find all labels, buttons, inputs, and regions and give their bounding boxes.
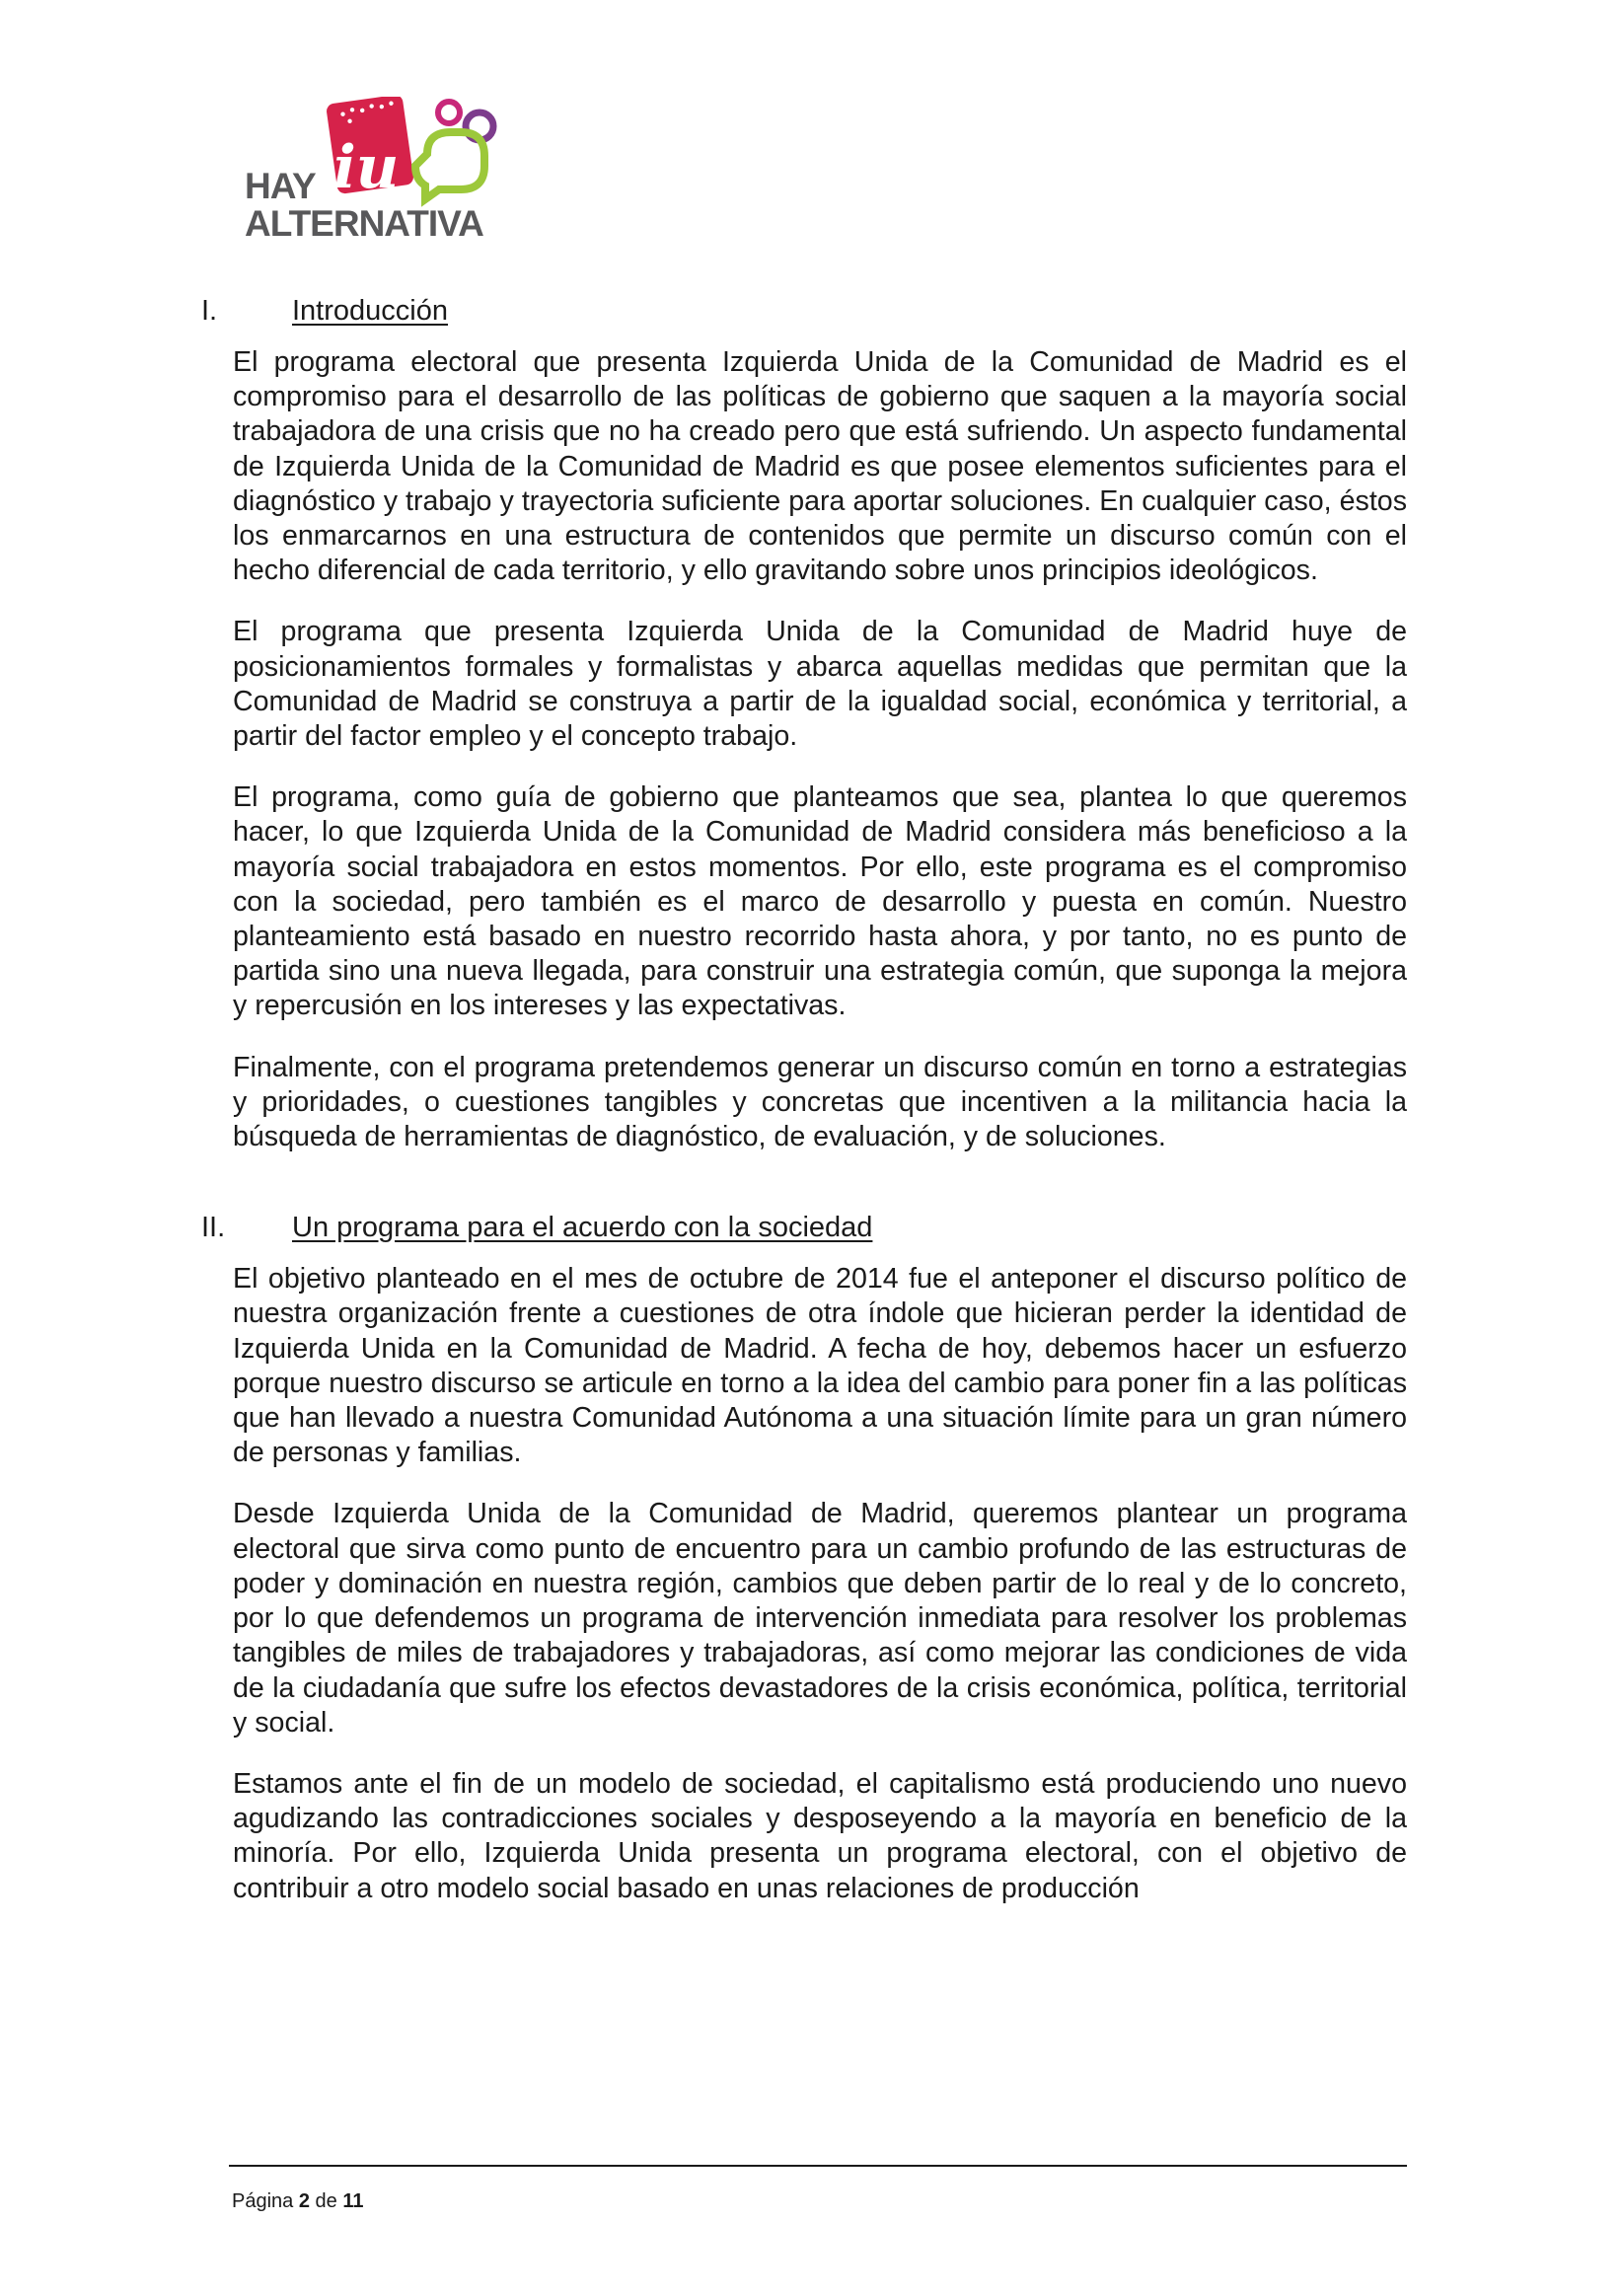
paragraph: El programa que presenta Izquierda Unida de la Comunidad de Madrid huye de posicionamientos formales y formalistas y abarca aquellas medidas que permitan que la Comunidad de Madrid se construya a partir de la igualdad social, económica y territorial, a partir del factor empleo y el concepto trabajo. <box>233 616 1407 753</box>
section-heading <box>201 292 1407 330</box>
paragraph: Desde Izquierda Unida de la Comunidad de Madrid, queremos plantear un programa electoral que sirva como punto de encuentro para un cambio profundo de las estructuras de poder y dominación en nuestra región, cambios que deben partir de lo real y de lo concreto, por lo que defendemos un programa de intervención inmediata para resolver los problemas tangibles de miles de trabajadores y trabajadoras, así como mejorar las condiciones de vida de la ciudadanía que sufre los efectos devastadores de la crisis económica, política, territorial y social. <box>233 1498 1407 1739</box>
iu-letters: iu <box>333 133 400 202</box>
section-number: II. <box>201 1212 226 1244</box>
section-programa-acuerdo <box>201 1209 1407 1905</box>
section-title: Introducción <box>292 295 448 327</box>
page-label: Página <box>232 2190 294 2212</box>
logo-line-alternativa: ALTERNATIVA <box>245 203 483 244</box>
section-title: Un programa para el acuerdo con la sociedad <box>292 1212 873 1244</box>
paragraph: Estamos ante el fin de un modelo de sociedad, el capitalismo está produciendo uno nuevo agudizando las contradicciones sociales y desposeyendo a la mayoría en beneficio de la minoría. Por ello, Izquierda Unida presenta un programa electoral, con el objetivo de contribuir a otro modelo social basado en unas relaciones de producción <box>233 1767 1407 1904</box>
paragraph: El programa, como guía de gobierno que planteamos que sea, plantea lo que queremos hacer, lo que Izquierda Unida de la Comunidad de Madrid considera más beneficioso a la mayoría social trabajadora en estos momentos. Por ello, este programa es el compromiso con la sociedad, pero también es el marco de desarrollo y puesta en común. Nuestro planteamiento está basado en nuestro recorrido hasta ahora, y por tanto, no es punto de partida sino una nueva llegada, para construir una estrategia común, que suponga la mejora y repercusión en los intereses y las expectativas. <box>233 781 1407 1022</box>
footer-divider <box>229 2165 1407 2167</box>
pink-bubble <box>438 102 460 123</box>
logo-line-hay: HAY <box>245 166 316 206</box>
paragraph: El programa electoral que presenta Izquierda Unida de la Comunidad de Madrid es el compromiso para el desarrollo de las políticas de gobierno que saquen a la mayoría social trabajadora de una crisis que no ha creado pero que está sufriendo. Un aspecto fundamental de Izquierda Unida de la Comunidad de Madrid es que posee elementos suficientes para el diagnóstico y trabajo y trayectoria suficiente para aportar soluciones. En cualquier caso, éstos los enmarcarnos en una estructura de contenidos que permite un discurso común con el hecho diferencial de cada territorio, y ello gravitando sobre unos principios ideológicos. <box>233 346 1407 587</box>
page-footer <box>232 2190 364 2213</box>
document-body <box>201 292 1407 1933</box>
current-page-number: 2 <box>298 2190 310 2212</box>
section-number: I. <box>201 295 218 327</box>
paragraph: Finalmente, con el programa pretendemos generar un discurso común en torno a estrategias y prioridades, o cuestiones tangibles y concretas que incentiven a la militancia hacia la búsqueda de herramientas de diagnóstico, de evaluación, y de soluciones. <box>233 1051 1407 1153</box>
paragraph: El objetivo planteado en el mes de octubre de 2014 fue el anteponer el discurso político de nuestra organización frente a cuestiones de otra índole que hicieran perder la identidad de Izquierda Unida en la Comunidad de Madrid. A fecha de hoy, debemos hacer un esfuerzo porque nuestro discurso se articule en torno a la idea del cambio para poner fin a las políticas que han llevado a nuestra Comunidad Autónoma a una situación límite para un gran número de personas y familias. <box>233 1263 1407 1469</box>
section-heading <box>201 1209 1407 1246</box>
of-label: de <box>315 2190 337 2212</box>
total-pages-number: 11 <box>342 2190 364 2212</box>
section-introduccion <box>201 292 1407 1154</box>
hay-alternativa-logo <box>235 97 501 250</box>
